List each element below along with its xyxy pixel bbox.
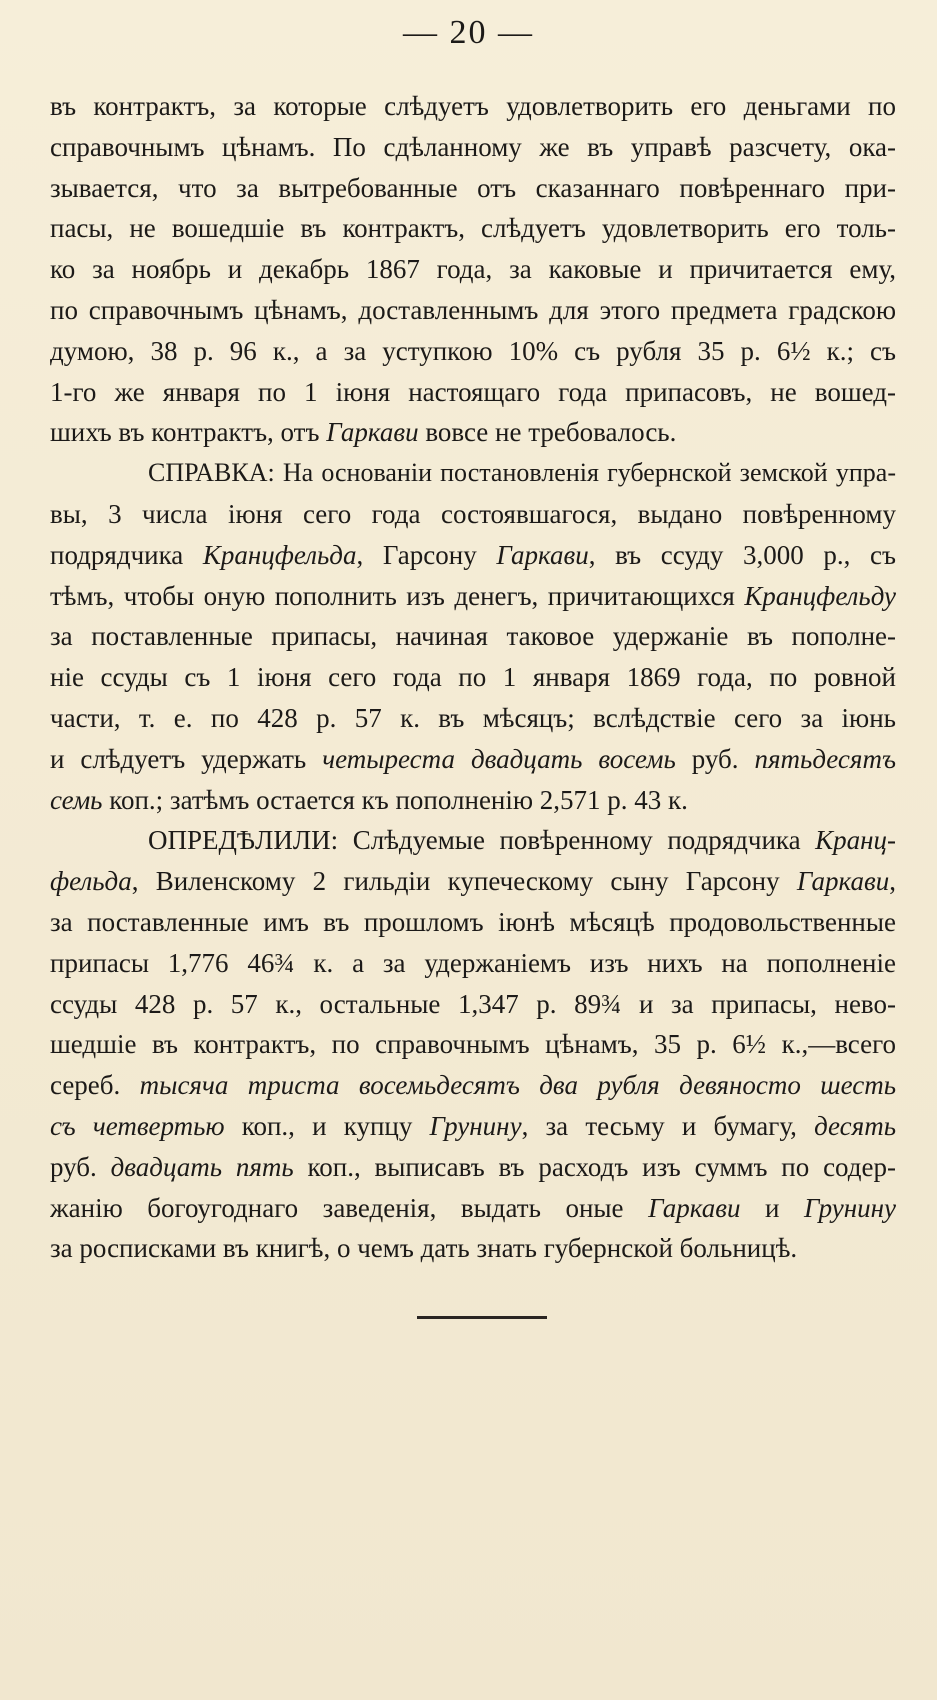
italic-text: фельда — [50, 866, 132, 897]
text-run: зывается, что за вытребованные отъ сказаннаго повѣреннаго при- — [50, 172, 896, 203]
text-run: шедшіе въ контрактъ, по справочнымъ цѣнамъ, 35 р. 6½ к.,—всего — [50, 1029, 896, 1060]
text-line — [50, 780, 896, 821]
text-line — [50, 494, 896, 535]
italic-text: Гаркави — [326, 417, 419, 448]
text-line — [50, 1106, 896, 1147]
text-line — [50, 861, 896, 902]
text-run: вовсе не требовалось. — [418, 417, 677, 448]
text-run: въ контрактъ, за которые слѣдуетъ удовлетворить его деньгами по — [50, 91, 896, 121]
italic-text: семь — [50, 784, 103, 815]
closing-rule — [417, 1316, 547, 1319]
text-run: коп., и купцу — [224, 1110, 430, 1141]
text-line — [50, 820, 896, 861]
italic-text: Кранцфельда — [202, 539, 357, 570]
text-run: , — [889, 866, 896, 897]
text-line — [50, 698, 896, 739]
text-run: , за тесьму и бумагу, — [521, 1110, 815, 1141]
italic-text: Кранцфельду — [744, 580, 896, 611]
text-line — [50, 902, 896, 943]
text-line — [50, 657, 896, 698]
text-run: по справочнымъ цѣнамъ, доставленнымъ для этого предмета градскою — [50, 294, 896, 325]
italic-text: десять — [814, 1110, 896, 1141]
text-run: за поставленные имъ въ прошломъ іюнѣ мѣсяцѣ продовольственные — [50, 906, 896, 937]
italic-text: двадцать пять — [110, 1151, 294, 1182]
italic-text: Грунину — [429, 1110, 522, 1141]
text-run: руб. — [50, 1151, 111, 1182]
italic-text: Грунину — [803, 1192, 896, 1223]
text-run: ко за ноябрь и декабрь 1867 года, за каковые и причитается ему, — [50, 254, 896, 285]
page-number: — 20 — — [403, 14, 534, 51]
italic-text: пятьдесятъ — [754, 743, 896, 774]
text-line — [50, 249, 896, 290]
text-line — [50, 616, 896, 657]
text-run: СПРАВКА: На основаніи постановленія губернской земской упра- — [148, 458, 896, 488]
text-line — [50, 1065, 896, 1106]
text-run: справочнымъ цѣнамъ. По сдѣланному же въ управѣ разсчету, ока- — [50, 131, 896, 162]
text-run: и — [740, 1192, 804, 1223]
text-run: за поставленные припасы, начиная таковое удержаніе въ пополне- — [50, 621, 896, 652]
text-line — [50, 984, 896, 1025]
text-run: 1-го же января по 1 іюня настоящаго года припасовъ, не вошед- — [50, 376, 896, 407]
text-run: шихъ въ контрактъ, отъ — [50, 417, 327, 448]
italic-text: Гаркави — [796, 866, 890, 897]
body-text — [50, 86, 896, 1269]
text-run: , Виленскому 2 гильдіи купеческому сыну Гарсону — [131, 866, 797, 897]
text-line — [50, 372, 896, 413]
text-run: пасы, не вошедшіе въ контрактъ, слѣдуетъ удовлетворить его толь- — [50, 213, 896, 244]
text-run: подрядчика — [50, 539, 203, 570]
text-line — [50, 1188, 896, 1229]
text-run: думою, 38 р. 96 к., а за уступкою 10% съ рубля 35 р. 6½ к.; съ — [50, 335, 896, 366]
text-run: коп., выписавъ въ расходъ изъ суммъ по содер- — [293, 1151, 896, 1182]
text-run: жанію богоугоднаго заведенія, выдать оные — [50, 1192, 649, 1223]
text-line — [50, 739, 896, 780]
text-line — [50, 86, 896, 127]
italic-text: тысяча триста восемьдесятъ два рубля девяносто шесть — [139, 1070, 896, 1101]
text-run: части, т. е. по 428 р. 57 к. въ мѣсяцъ; вслѣдствіе сего за іюнь — [50, 702, 896, 733]
text-line — [50, 168, 896, 209]
text-run: руб. — [675, 743, 755, 774]
text-line — [50, 412, 896, 453]
text-line — [50, 208, 896, 249]
text-line — [50, 1024, 896, 1065]
text-run: припасы 1,776 46¾ к. а за удержаніемъ изъ нихъ на пополненіе — [50, 947, 896, 978]
text-run: вы, 3 числа іюня сего года состоявшагося, выдано повѣренному — [50, 498, 896, 529]
text-line — [50, 127, 896, 168]
text-line — [50, 943, 896, 984]
text-run: , Гарсону — [356, 539, 497, 570]
italic-text: съ четвертью — [50, 1110, 225, 1141]
text-run: ніе ссуды съ 1 іюня сего года по 1 января 1869 года, по ровной — [50, 662, 896, 693]
italic-text: Гаркави — [496, 539, 589, 570]
text-line — [50, 1228, 896, 1269]
text-line — [50, 535, 896, 576]
text-run: ОПРЕДѢЛИЛИ: Слѣдуемые повѣренному подрядчика — [148, 825, 816, 856]
text-line — [50, 290, 896, 331]
italic-text: Гаркави — [648, 1192, 741, 1223]
text-line — [50, 331, 896, 372]
text-line — [50, 576, 896, 617]
text-run: сереб. — [50, 1070, 140, 1101]
text-line — [50, 1147, 896, 1188]
italic-text: четыреста двадцать восемь — [322, 743, 676, 774]
text-run: за росписками въ книгѣ, о чемъ дать знать губернской больницѣ. — [50, 1233, 798, 1264]
text-run: тѣмъ, чтобы оную пополнить изъ денегъ, причитающихся — [50, 580, 745, 611]
text-line — [50, 453, 896, 494]
text-run: , въ ссуду 3,000 р., съ — [588, 539, 896, 570]
text-run: ссуды 428 р. 57 к., остальные 1,347 р. 89¾ и за припасы, нево- — [50, 988, 896, 1019]
italic-text: Кранц- — [815, 825, 896, 856]
text-run: коп.; затѣмъ остается къ пополненію 2,571 р. 43 к. — [102, 784, 688, 815]
text-run: и слѣдуетъ удержать — [50, 743, 323, 774]
